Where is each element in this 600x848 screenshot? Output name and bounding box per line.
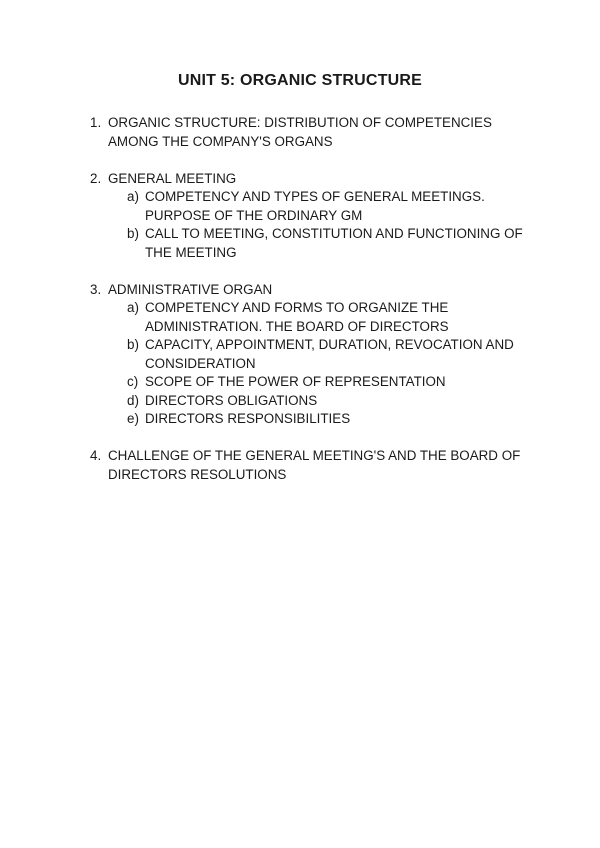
item-number: 2. [90, 170, 102, 186]
item-text: ORGANIC STRUCTURE: DISTRIBUTION OF COMPETENCIES AMONG THE COMPANY'S ORGANS [108, 115, 492, 149]
sub-item-text: CAPACITY, APPOINTMENT, DURATION, REVOCATION AND CONSIDERATION [145, 337, 514, 371]
sub-item-text: DIRECTORS OBLIGATIONS [145, 392, 318, 408]
sub-item [108, 188, 530, 225]
sub-item-letter: a) [127, 300, 139, 315]
sub-item-text: SCOPE OF THE POWER OF REPRESENTATION [145, 374, 446, 389]
sub-item-letter: a) [127, 189, 139, 204]
sub-item [108, 373, 530, 392]
outline-item-1 [90, 114, 530, 151]
outline-item-4 [90, 447, 530, 484]
sub-item-text: COMPETENCY AND FORMS TO ORGANIZE THE ADMINISTRATION. THE BOARD OF DIRECTORS [145, 300, 449, 334]
sub-item [108, 336, 530, 373]
sub-item-letter: c) [127, 374, 139, 389]
sub-item-letter: b) [127, 226, 139, 241]
sub-item-text: DIRECTORS RESPONSIBILITIES [145, 411, 351, 426]
outline-list [90, 114, 530, 503]
item-number: 4. [90, 448, 102, 463]
item-number: 3. [90, 281, 102, 297]
sub-item-letter: d) [127, 392, 139, 408]
sub-item-text: CALL TO MEETING, CONSTITUTION AND FUNCTIONING OF THE MEETING [145, 226, 523, 260]
page-title: UNIT 5: ORGANIC STRUCTURE [177, 72, 423, 89]
sub-list [108, 299, 530, 429]
outline-item-3 [90, 281, 530, 429]
sub-item-text: COMPETENCY AND TYPES OF GENERAL MEETINGS. PURPOSE OF THE ORDINARY GM [145, 189, 485, 223]
item-number: 1. [90, 115, 102, 130]
outline-item-2 [90, 170, 530, 263]
item-text: ADMINISTRATIVE ORGAN [108, 281, 273, 297]
sub-list [108, 188, 530, 262]
sub-item-letter: e) [127, 411, 139, 426]
sub-item [108, 225, 530, 262]
item-text: GENERAL MEETING [108, 170, 237, 186]
sub-item [108, 299, 530, 336]
item-text: CHALLENGE OF THE GENERAL MEETING'S AND THE BOARD OF DIRECTORS RESOLUTIONS [108, 448, 521, 482]
sub-item [108, 410, 530, 429]
sub-item [108, 392, 530, 411]
sub-item-letter: b) [127, 337, 139, 352]
